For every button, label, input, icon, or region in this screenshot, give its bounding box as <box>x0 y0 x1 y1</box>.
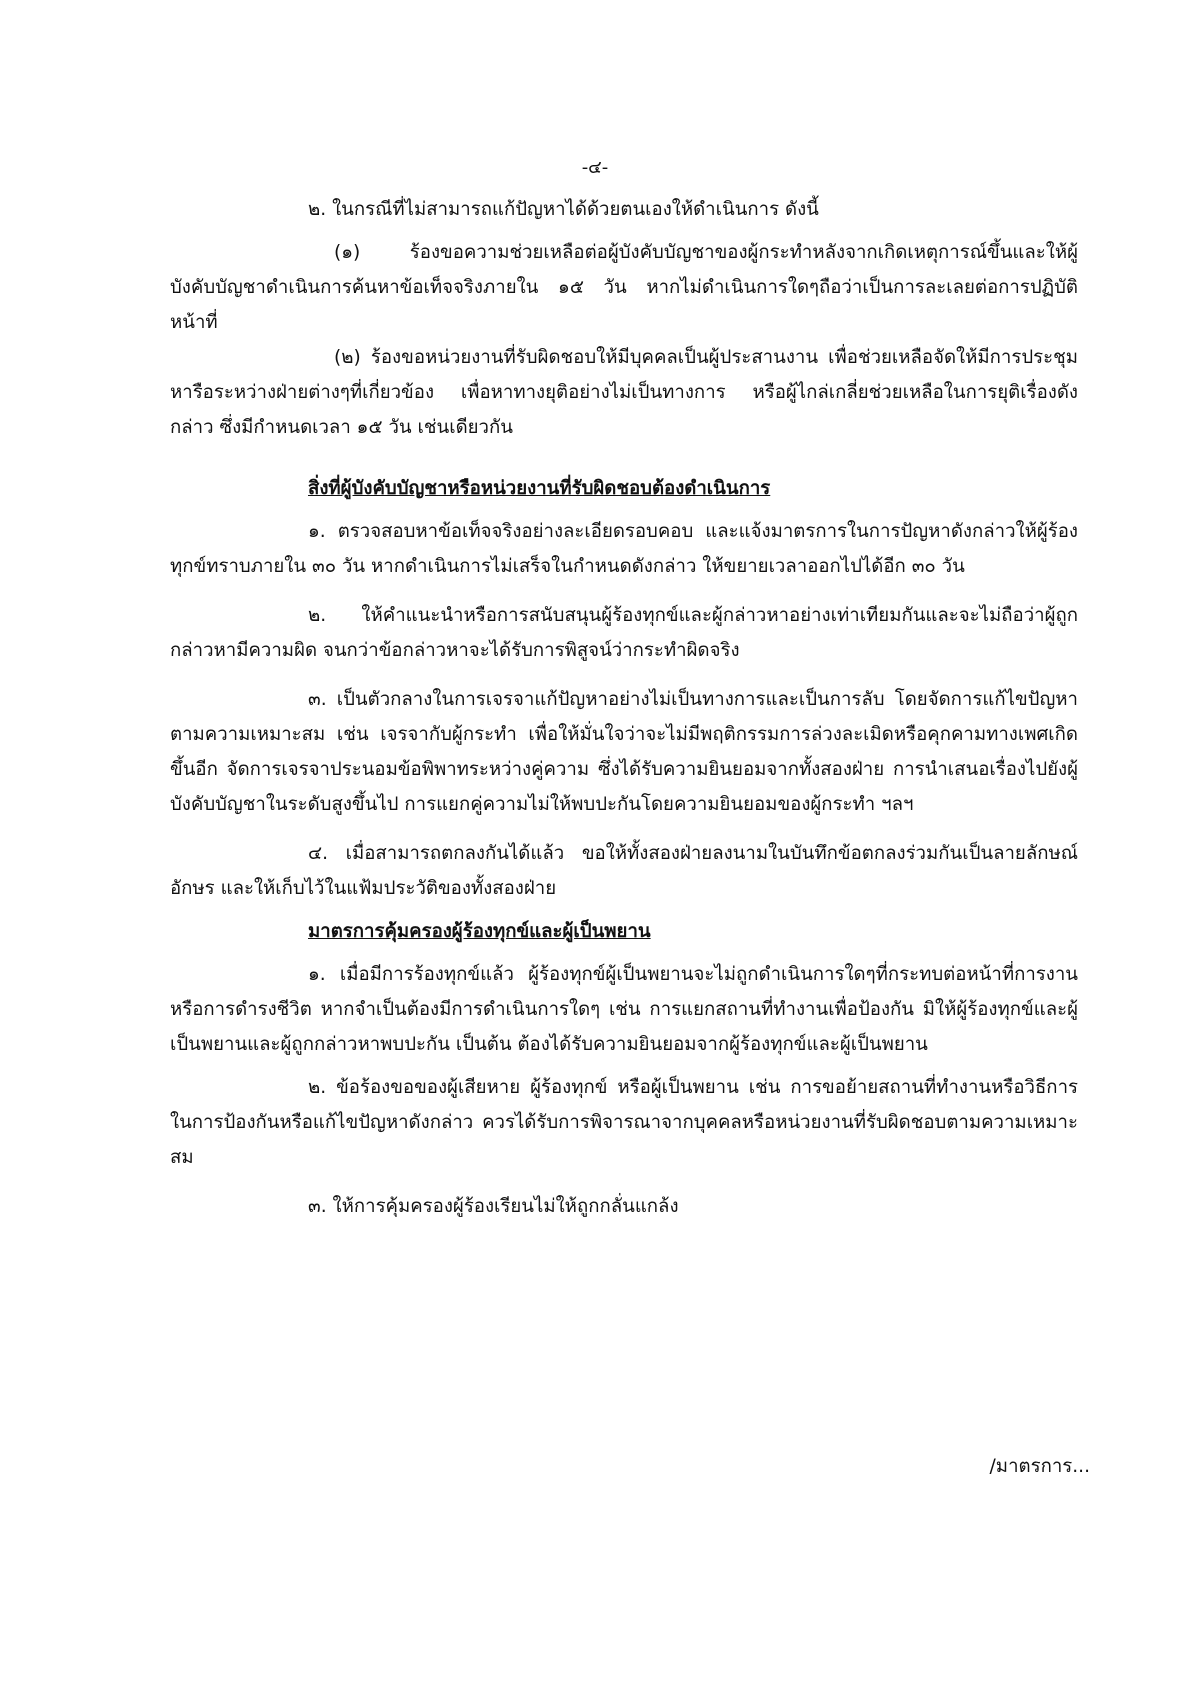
section-heading-protection: มาตรการคุ้มครองผู้ร้องทุกข์และผู้เป็นพยาน <box>308 921 651 942</box>
responsibility-item-4: ๔. เมื่อสามารถตกลงกันได้แล้ว ขอให้ทั้งสองฝ่ายลงนามในบันทึกข้อตกลงร่วมกันเป็นลายลักษณ์อักษร และให้เก็บไว้ในแฟ้มประวัติของทั้งสองฝ่าย <box>170 843 1078 899</box>
protection-item-1: ๑. เมื่อมีการร้องทุกข์แล้ว ผู้ร้องทุกข์ผู้เป็นพยานจะไม่ถูกดำเนินการใดๆที่กระทบต่อหน้าที่การงานหรือการดำรงชีวิต หากจำเป็นต้องมีการดำเนินการใดๆ เช่น การแยกสถานที่ทำงานเพื่อป้องกัน มิให้ผู้ร้องทุกข์และผู้เป็นพยานและผู้ถูกกล่าวหาพบปะกัน เป็นต้น ต้องได้รับความยินยอมจากผู้ร้องทุกข์และผู้เป็นพยาน <box>170 964 1078 1055</box>
intro-subitem-2: (๒) ร้องขอหน่วยงานที่รับผิดชอบให้มีบุคคลเป็นผู้ประสานงาน เพื่อช่วยเหลือจัดให้มีการประชุมหารือระหว่างฝ่ายต่างๆที่เกี่ยวข้อง เพื่อหาทางยุติอย่างไม่เป็นทางการ หรือผู้ไกล่เกลี่ยช่วยเหลือในการยุติเรื่องดังกล่าว ซึ่งมีกำหนดเวลา ๑๕ วัน เช่นเดียวกัน <box>170 347 1078 438</box>
responsibility-item-1: ๑. ตรวจสอบหาข้อเท็จจริงอย่างละเอียดรอบคอบ และแจ้งมาตรการในการปัญหาดังกล่าวให้ผู้ร้องทุกข์ทราบภายใน ๓๐ วัน หากดำเนินการไม่เสร็จในกำหนดดังกล่าว ให้ขยายเวลาออกไปได้อีก ๓๐ วัน <box>170 521 1078 577</box>
section-heading-responsibilities: สิ่งที่ผู้บังคับบัญชาหรือหน่วยงานที่รับผิดชอบต้องดำเนินการ <box>308 478 771 499</box>
responsibility-item-2: ๒. ให้คำแนะนำหรือการสนับสนุนผู้ร้องทุกข์และผู้กล่าวหาอย่างเท่าเทียมกันและจะไม่ถือว่าผู้ถูกกล่าวหามีความผิด จนกว่าข้อกล่าวหาจะได้รับการพิสูจน์ว่ากระทำผิดจริง <box>170 605 1078 661</box>
protection-item-2: ๒. ข้อร้องขอของผู้เสียหาย ผู้ร้องทุกข์ หรือผู้เป็นพยาน เช่น การขอย้ายสถานที่ทำงานหรือวิธีการในการป้องกันหรือแก้ไขปัญหาดังกล่าว ควรได้รับการพิจารณาจากบุคคลหรือหน่วยงานที่รับผิดชอบตามความเหมาะสม <box>170 1077 1078 1168</box>
page-number: -๔- <box>581 157 609 178</box>
protection-item-3: ๓. ให้การคุ้มครองผู้ร้องเรียนไม่ให้ถูกกลั่นแกล้ง <box>308 1196 679 1217</box>
continuation-marker: /มาตรการ... <box>989 1456 1090 1477</box>
document-body <box>170 192 1078 1224</box>
intro-item-2: ๒. ในกรณีที่ไม่สามารถแก้ปัญหาได้ด้วยตนเองให้ดำเนินการ ดังนี้ <box>308 199 819 220</box>
responsibility-item-3: ๓. เป็นตัวกลางในการเจรจาแก้ปัญหาอย่างไม่เป็นทางการและเป็นการลับ โดยจัดการแก้ไขปัญหาตามความเหมาะสม เช่น เจรจากับผู้กระทำ เพื่อให้มั่นใจว่าจะไม่มีพฤติกรรมการล่วงละเมิดหรือคุกคามทางเพศเกิดขึ้นอีก จัดการเจรจาประนอมข้อพิพาทระหว่างคู่ความ ซึ่งได้รับความยินยอมจากทั้งสองฝ่าย การนำเสนอเรื่องไปยังผู้บังคับบัญชาในระดับสูงขึ้นไป การแยกคู่ความไม่ให้พบปะกันโดยความยินยอมของผู้กระทำ ฯลฯ <box>170 689 1078 815</box>
intro-subitem-1: (๑) ร้องขอความช่วยเหลือต่อผู้บังคับบัญชาของผู้กระทำหลังจากเกิดเหตุการณ์ขึ้นและให้ผู้บังคับบัญชาดำเนินการค้นหาข้อเท็จจริงภายใน ๑๕ วัน หากไม่ดำเนินการใดๆถือว่าเป็นการละเลยต่อการปฏิบัติหน้าที่ <box>170 242 1078 333</box>
